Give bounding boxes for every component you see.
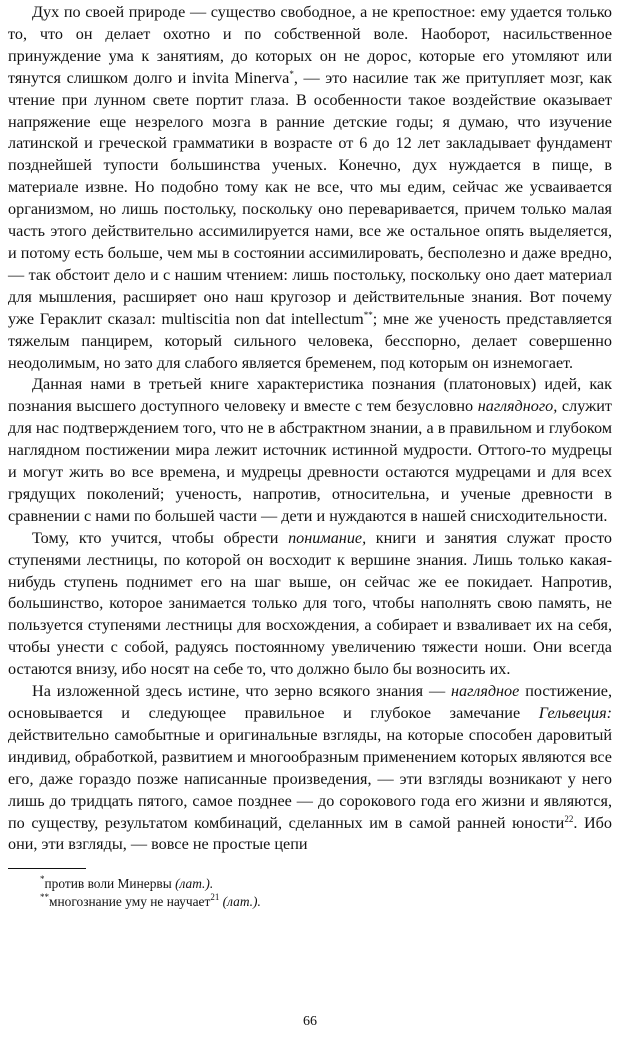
- text-run: служит для нас подтверждением того, что не в абстрактном знании, а в правильном и глубоком наглядном постижении мира лежит источник истинной мудрости. Оттого-то мудрецы и могут жить во все времена, и мудрецы древности остаются мудрецами и для всех грядущих поколений; ученость, напротив, относительна, и ученые древности в сравнении с нами по большей части — дети и нуждаются в нашей снисходительности.: [8, 397, 612, 525]
- text-run: Тому, кто учится, чтобы обрести: [32, 528, 289, 547]
- paragraph-4: [8, 681, 612, 856]
- text-run: Дух по своей природе — существо свободное, а не крепостное: ему удается только то, что он делает охотно и по собственной воле. Наоборот, насильственное принуждение ума к занятиям, до которых он не дорос, которые его утомляют или тянутся слишком долго и invita Minerva: [8, 3, 612, 87]
- footnote-divider: [8, 868, 86, 869]
- body-text: [8, 2, 612, 856]
- footnote-marker: *: [289, 68, 294, 79]
- footnote-marker: *: [40, 874, 45, 885]
- text-run: ; мне же ученость представляется тяжелым панцирем, который сильного человека, бесспорно, делает совершенно неодолимым, но зато для слабого является бременем, под которым он изнемогает.: [8, 309, 612, 372]
- paragraph-3: [8, 528, 612, 681]
- italic-text: (лат.).: [175, 876, 214, 892]
- text-run: На изложенной здесь истине, что зерно всякого знания —: [32, 682, 452, 701]
- footnote-marker: 21: [210, 892, 220, 903]
- footnote-2: [8, 893, 612, 911]
- italic-text: наглядного,: [477, 397, 558, 416]
- text-run: постижение, основывается и следующее правильное и глубокое замечание: [8, 682, 612, 722]
- paragraph-2: [8, 374, 612, 527]
- text-run: , — это насилие так же притупляет мозг, как чтение при лунном свете портит глаза. В особенности такое воздействие оказывает напряжение еще незрелого мозга в ранние детские годы; я думаю, что изучение латинской и греческой грамматики в возрасте от 6 до 12 лет закладывает фундамент позднейшей тупости большинства ученых. Конечно, дух нуждается в пище, в материале извне. Но подобно тому как не все, что мы едим, сейчас же усваивается организмом, но лишь постольку, поскольку оно переваривается, причем только малая часть этого действительно ассимилируется нами, все же остальное опять выделяется, и потому есть больше, чем мы в состоянии ассимилировать, бесполезно и даже вредно, — так обстоит дело и с нашим чтением: лишь постольку, поскольку оно дает материал для мышления, расширяет оно наш кругозор и действительные знания. Вот почему уже Гераклит сказал: multiscitia non dat intellectum: [8, 68, 612, 328]
- italic-text: (лат.).: [222, 894, 261, 910]
- page-number: 66: [303, 1014, 317, 1029]
- footnote-marker: **: [363, 309, 373, 320]
- text-run: Данная нами в третьей книге характеристика познания (платоновых) идей, как познания высшего доступного человеку и вместе с тем безусловно: [8, 375, 612, 416]
- text-run: . Ибо они, эти взгляды, — вовсе не простые цепи: [8, 813, 612, 854]
- footnotes: [8, 875, 612, 911]
- paragraph-1: [8, 2, 612, 374]
- italic-text: Гельвеция:: [538, 704, 612, 722]
- footnote-1: [8, 875, 612, 893]
- footnote-marker: 22: [564, 813, 574, 824]
- text-run: действительно самобытные и оригинальные взгляды, на которые способен даровитый индивид, обработкой, развитием и многообразным применением которых являются все его, даже гораздо позже написанные произведения, — эти взгляды возникают у него лишь до тридцать пятого, самое позднее — до сорокового года его жизни и являются, по существу, результатом комбинаций, сделанных им в самой ранней юности: [8, 725, 612, 832]
- footnote-marker: **: [40, 892, 49, 903]
- text-run: книги и занятия служат просто ступенями лестницы, по которой он восходит к вершине знания. Лишь только какая-нибудь ступень поднимет его на шаг выше, он сейчас же ее покидает. Напротив, большинство, которое занимается только для того, чтобы наполнять свою память, не пользуется ступенями лестницы для восхождения, а собирает и взваливает их на себя, чтобы унести с собой, радуясь постоянному увеличению тяжести ноши. Они всегда остаются внизу, ибо носят на себе то, что должно было бы возносить их.: [8, 528, 612, 679]
- italic-text: наглядное: [451, 682, 520, 701]
- italic-text: понимание,: [288, 528, 367, 547]
- text-run: против воли Минервы: [44, 876, 176, 892]
- text-run: многознание уму не научает: [49, 894, 211, 910]
